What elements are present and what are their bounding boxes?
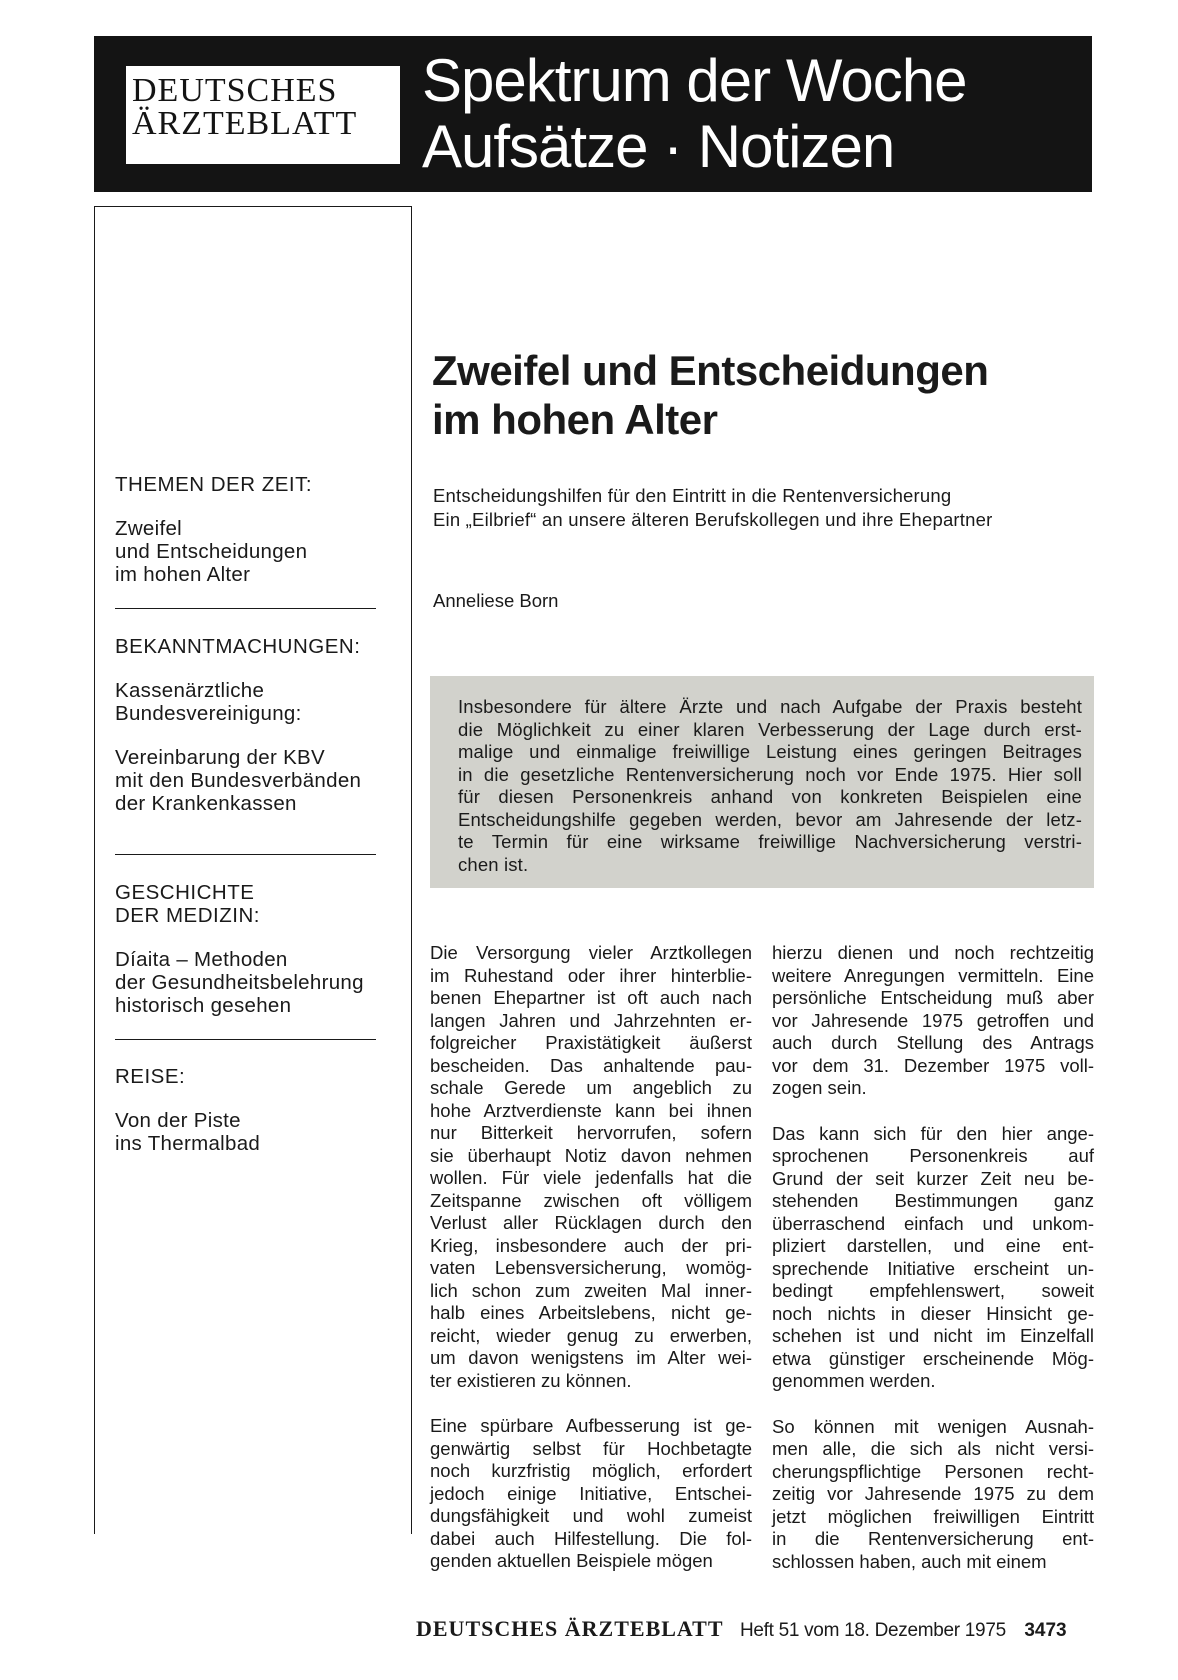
body-line: lich schon zum zweiten Mal inner- bbox=[430, 1279, 752, 1301]
body-line: dabei auch Hilfestellung. Die fol- bbox=[430, 1527, 752, 1549]
body-line: sie überhaupt Notiz davon nehmen bbox=[430, 1144, 752, 1166]
section-title bbox=[422, 48, 966, 180]
toc-section-reise bbox=[115, 1065, 385, 1155]
body-paragraph bbox=[772, 1123, 1094, 1393]
abstract-line: die Möglichkeit zu einer klaren Verbesserung der Lage durch erst- bbox=[458, 718, 1082, 740]
body-line: Die Versorgung vieler Arztkollegen bbox=[430, 942, 752, 963]
body-line: halb eines Arbeitslebens, nicht ge- bbox=[430, 1302, 752, 1323]
body-line: stehenden Bestimmungen ganz bbox=[772, 1190, 1094, 1211]
body-line: So können mit wenigen Ausnah- bbox=[772, 1415, 1094, 1437]
body-line: jetzt möglichen freiwilligen Eintritt bbox=[772, 1505, 1094, 1527]
body-line: sprochenen Personenkreis auf bbox=[772, 1145, 1094, 1166]
body-line: men alle, die sich als nicht versi- bbox=[772, 1438, 1094, 1459]
toc-entry-line[interactable]: Vereinbarung der KBV bbox=[115, 746, 325, 769]
subtitle-line-1: Entscheidungshilfen für den Eintritt in die Rentenversicherung bbox=[433, 485, 952, 506]
toc-entry-line[interactable]: historisch gesehen bbox=[115, 994, 292, 1017]
body-line: schehen ist und nicht im Einzelfall bbox=[772, 1325, 1094, 1346]
masthead bbox=[94, 36, 1092, 192]
body-line: noch kurzfristig möglich, erfordert bbox=[430, 1460, 752, 1481]
body-line: langen Jahren und Jahrzehnten er- bbox=[430, 1009, 752, 1031]
body-paragraph bbox=[430, 942, 752, 1392]
body-line: weitere Anregungen vermitteln. Eine bbox=[772, 964, 1094, 986]
footer-journal: DEUTSCHES ÄRZTEBLATT bbox=[416, 1616, 724, 1641]
abstract-line: für diesen Personenkreis anhand von konkreten Beispielen eine bbox=[458, 786, 1082, 807]
body-line: ter existieren zu können. bbox=[430, 1369, 632, 1391]
body-line: um davon wenigstens im Alter wei- bbox=[430, 1347, 752, 1368]
toc-divider bbox=[115, 854, 376, 855]
body-line: auch durch Stellung des Antrags bbox=[772, 1032, 1094, 1053]
body-paragraph bbox=[772, 942, 1094, 1100]
body-line: genden aktuellen Beispiele mögen bbox=[430, 1550, 713, 1571]
abstract-line: chen ist. bbox=[458, 853, 529, 875]
body-line: Grund der seit kurzer Zeit neu be- bbox=[772, 1167, 1094, 1189]
toc-entry-line[interactable]: mit den Bundesverbänden bbox=[115, 769, 362, 792]
body-line: in die Rentenversicherung ent- bbox=[772, 1528, 1094, 1549]
toc-divider bbox=[115, 608, 376, 609]
toc-entry-line[interactable]: Zweifel bbox=[115, 517, 183, 540]
subtitle-line-2: Ein „Eilbrief“ an unsere älteren Berufskollegen und ihre Ehepartner bbox=[433, 509, 993, 530]
abstract-box bbox=[430, 676, 1094, 888]
section-title-line-1: Spektrum der Woche bbox=[422, 47, 967, 114]
logo-line-2: ÄRZTEBLATT bbox=[132, 105, 358, 142]
body-line: sprechende Initiative erscheint un- bbox=[772, 1257, 1094, 1279]
body-line: hierzu dienen und noch rechtzeitig bbox=[772, 942, 1094, 963]
body-line: bescheiden. Das anhaltende pau- bbox=[430, 1054, 752, 1076]
body-line: Verlust aller Rücklagen durch den bbox=[430, 1212, 752, 1233]
body-line: bedingt empfehlenswert, soweit bbox=[772, 1280, 1094, 1301]
toc-heading: REISE: bbox=[115, 1065, 186, 1088]
page-number: 3473 bbox=[1024, 1620, 1067, 1641]
body-line: etwa günstiger erscheinende Mög- bbox=[772, 1347, 1094, 1369]
toc-entry-line[interactable]: Bundesvereinigung: bbox=[115, 702, 302, 725]
toc-divider bbox=[115, 1039, 376, 1040]
abstract-line: in die gesetzliche Rentenversicherung noch vor Ende 1975. Hier soll bbox=[458, 763, 1082, 785]
body-line: cherungspflichtige Personen recht- bbox=[772, 1460, 1094, 1482]
body-line: Krieg, insbesondere auch der pri- bbox=[430, 1234, 752, 1256]
toc-entry-line[interactable]: der Krankenkassen bbox=[115, 792, 297, 815]
toc-heading: THEMEN DER ZEIT: bbox=[115, 473, 313, 496]
body-line: zogen sein. bbox=[772, 1077, 867, 1098]
body-line: Eine spürbare Aufbesserung ist ge- bbox=[430, 1415, 752, 1436]
abstract-line: Insbesondere für ältere Ärzte und nach Aufgabe der Praxis besteht bbox=[458, 696, 1082, 717]
body-line: zeitig vor Jahresende 1975 zu dem bbox=[772, 1483, 1094, 1504]
body-line: vaten Lebensversicherung, womög- bbox=[430, 1257, 752, 1278]
body-line: benen Ehepartner ist oft auch nach bbox=[430, 987, 752, 1008]
toc-entry-line[interactable]: ins Thermalbad bbox=[115, 1132, 261, 1155]
toc-heading: DER MEDIZIN: bbox=[115, 904, 260, 927]
toc-heading: BEKANNTMACHUNGEN: bbox=[115, 635, 361, 658]
body-paragraph bbox=[772, 1416, 1094, 1574]
body-column-2 bbox=[772, 942, 1094, 1596]
toc-heading: GESCHICHTE bbox=[115, 881, 255, 904]
body-line: Zeitspanne zwischen oft völligem bbox=[430, 1189, 752, 1211]
body-line: pliziert darstellen, und eine ent- bbox=[772, 1235, 1094, 1256]
body-line: hohe Arztverdienste kann bei ihnen bbox=[430, 1099, 752, 1121]
toc-entry-line[interactable]: der Gesundheitsbelehrung bbox=[115, 971, 364, 994]
toc-entry-line[interactable]: Von der Piste bbox=[115, 1109, 241, 1132]
article-author: Anneliese Born bbox=[433, 590, 559, 611]
body-line: reicht, wieder genug zu erwerben, bbox=[430, 1324, 752, 1346]
body-line: dungsfähigkeit und wohl zumeist bbox=[430, 1505, 752, 1526]
body-line: vor dem 31. Dezember 1975 voll- bbox=[772, 1054, 1094, 1076]
body-line: im Ruhestand oder ihrer hinterblie- bbox=[430, 964, 752, 986]
journal-logo bbox=[124, 64, 402, 166]
toc-section-themen bbox=[115, 473, 385, 586]
article-title bbox=[432, 346, 988, 444]
toc-section-geschichte bbox=[115, 881, 385, 1017]
body-line: jedoch einige Initiative, Entschei- bbox=[430, 1482, 752, 1504]
page-footer bbox=[416, 1616, 1067, 1642]
abstract-text bbox=[458, 696, 1082, 876]
body-line: noch nichts in dieser Hinsicht ge- bbox=[772, 1302, 1094, 1324]
body-line: genwärtig selbst für Hochbetagte bbox=[430, 1437, 752, 1459]
logo-line-1: DEUTSCHES bbox=[132, 72, 338, 109]
article-subtitle bbox=[433, 484, 992, 532]
toc-entry-line[interactable]: im hohen Alter bbox=[115, 563, 251, 586]
body-line: schlossen haben, auch mit einem bbox=[772, 1550, 1047, 1572]
body-line: nur Bitterkeit hervorrufen, sofern bbox=[430, 1122, 752, 1143]
article-title-line-1: Zweifel und Entscheidungen bbox=[432, 347, 989, 394]
body-line: genommen werden. bbox=[772, 1370, 936, 1391]
body-column-1 bbox=[430, 942, 752, 1596]
toc-entry-line[interactable]: Díaita – Methoden bbox=[115, 948, 288, 971]
body-line: folgreicher Praxistätigkeit äußerst bbox=[430, 1032, 752, 1053]
body-paragraph bbox=[430, 1415, 752, 1573]
body-line: überraschend einfach und unkom- bbox=[772, 1212, 1094, 1234]
abstract-line: te Termin für eine wirksame freiwillige Nachversicherung verstri- bbox=[458, 831, 1082, 852]
body-line: persönliche Entscheidung muß aber bbox=[772, 987, 1094, 1008]
toc-section-bekanntmachungen bbox=[115, 635, 385, 815]
body-line: Das kann sich für den hier ange- bbox=[772, 1122, 1094, 1144]
section-title-line-2: Aufsätze · Notizen bbox=[422, 113, 895, 180]
article-title-line-2: im hohen Alter bbox=[432, 396, 718, 443]
body-line: wollen. Für viele jedenfalls hat die bbox=[430, 1167, 752, 1188]
abstract-line: malige und einmalige freiwillige Leistung eines geringen Beitrages bbox=[458, 741, 1082, 762]
footer-issue: Heft 51 vom 18. Dezember 1975 bbox=[739, 1620, 1006, 1641]
toc-entry-line[interactable]: und Entscheidungen bbox=[115, 540, 308, 563]
abstract-line: Entscheidungshilfe gegeben werden, bevor am Jahresende der letz- bbox=[458, 808, 1082, 830]
body-line: schale Gerede um angeblich zu bbox=[430, 1077, 752, 1098]
body-line: vor Jahresende 1975 getroffen und bbox=[772, 1009, 1094, 1031]
toc-entry-line[interactable]: Kassenärztliche bbox=[115, 679, 265, 702]
contents-sidebar bbox=[94, 206, 412, 1534]
